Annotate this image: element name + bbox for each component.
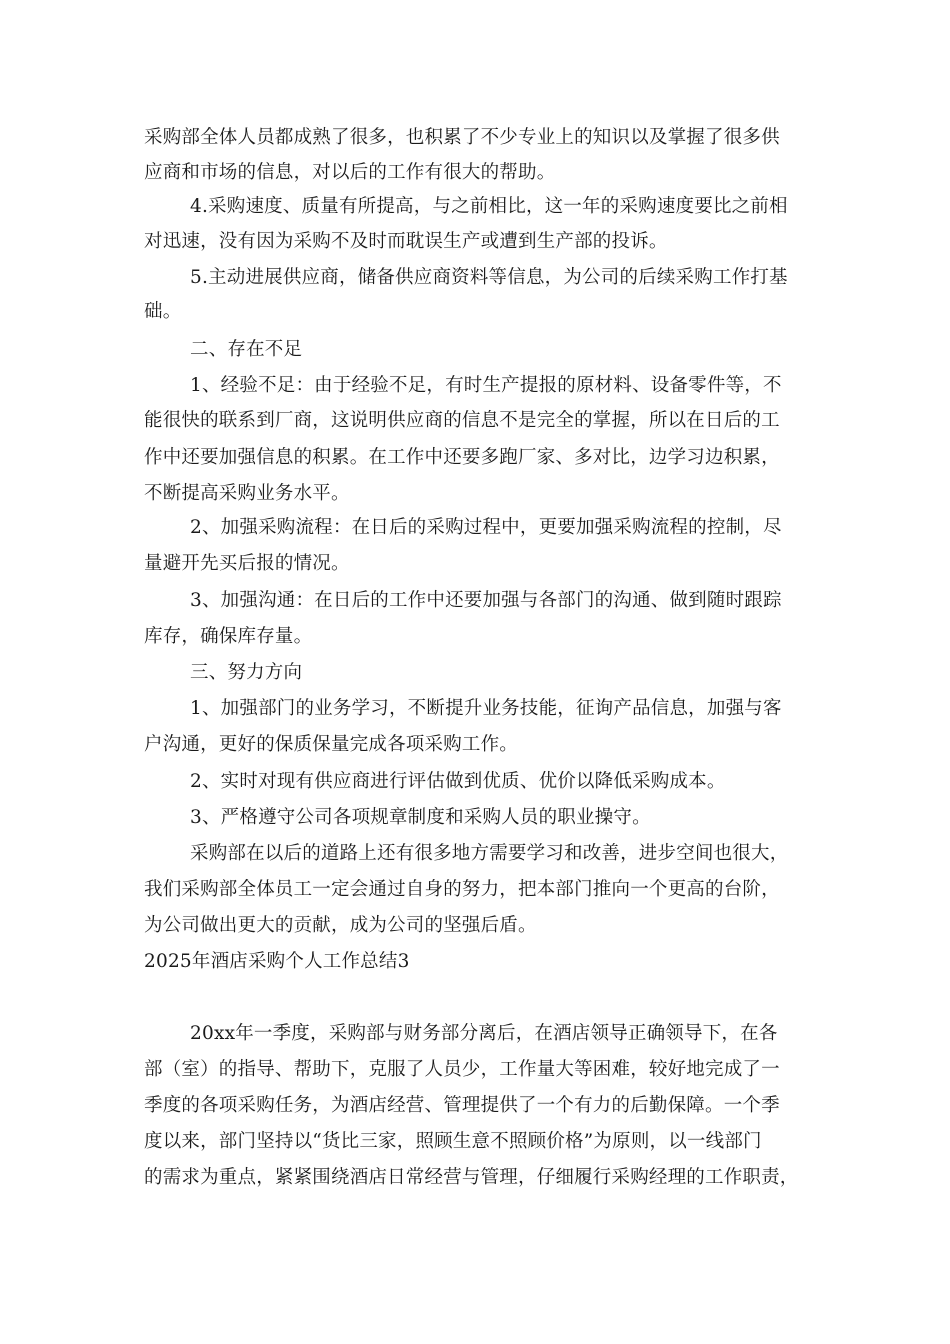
paragraph-line: 库存，确保库存量。 <box>144 626 313 647</box>
paragraph-line: 部（室）的指导、帮助下，克服了人员少，工作量大等困难，较好地完成了一 <box>144 1059 780 1080</box>
paragraph-line: 采购部全体人员都成熟了很多，也积累了不少专业上的知识以及掌握了很多供 <box>144 127 780 148</box>
paragraph-line: 采购部在以后的道路上还有很多地方需要学习和改善，进步空间也很大， <box>190 843 789 864</box>
list-item-line: 3、加强沟通：在日后的工作中还要加强与各部门的沟通、做到随时跟踪 <box>190 590 782 611</box>
paragraph-line: 季度的各项采购任务，为酒店经营、管理提供了一个有力的后勤保障。一个季 <box>144 1095 780 1116</box>
paragraph-line: 为公司做出更大的贡献，成为公司的坚强后盾。 <box>144 915 537 936</box>
list-item-line: 1、加强部门的业务学习，不断提升业务技能，征询产品信息，加强与客 <box>190 698 782 719</box>
paragraph-line: 作中还要加强信息的积累。在工作中还要多跑厂家、多对比，边学习边积累， <box>144 447 780 468</box>
paragraph-line: 对迅速，没有因为采购不及时而耽误生产或遭到生产部的投诉。 <box>144 231 668 252</box>
section-heading: 二、存在不足 <box>190 339 303 360</box>
paragraph-line: 度以来，部门坚持以“货比三家，照顾生意不照顾价格”为原则，以一线部门 <box>144 1131 762 1152</box>
paragraph-line: 户沟通，更好的保质保量完成各项采购工作。 <box>144 734 519 755</box>
paragraph-line: 应商和市场的信息，对以后的工作有很大的帮助。 <box>144 162 556 183</box>
document-title: 2025年酒店采购个人工作总结3 <box>144 951 410 972</box>
list-item-line: 2、实时对现有供应商进行评估做到优质、优价以降低采购成本。 <box>190 771 726 792</box>
paragraph-line: 能很快的联系到厂商，这说明供应商的信息不是完全的掌握，所以在日后的工 <box>144 410 780 431</box>
paragraph-line: 不断提高采购业务水平。 <box>144 483 350 504</box>
paragraph-line: 我们采购部全体员工一定会通过自身的努力，把本部门推向一个更高的台阶， <box>144 879 780 900</box>
list-item-line: 3、严格遵守公司各项规章制度和采购人员的职业操守。 <box>190 807 651 828</box>
list-item-line: 5.主动进展供应商，储备供应商资料等信息，为公司的后续采购工作打基 <box>190 267 788 288</box>
list-item-line: 4.采购速度、质量有所提高，与之前相比，这一年的采购速度要比之前相 <box>190 196 788 217</box>
section-heading: 三、努力方向 <box>190 662 303 683</box>
list-item-line: 1、经验不足：由于经验不足，有时生产提报的原材料、设备零件等，不 <box>190 375 782 396</box>
paragraph-line: 的需求为重点，紧紧围绕酒店日常经营与管理，仔细履行采购经理的工作职责， <box>144 1167 799 1188</box>
paragraph-line: 20xx年一季度，采购部与财务部分离后，在酒店领导正确领导下，在各 <box>190 1023 778 1044</box>
paragraph-line: 础。 <box>144 301 182 322</box>
list-item-line: 2、加强采购流程：在日后的采购过程中，更要加强采购流程的控制，尽 <box>190 517 782 538</box>
paragraph-line: 量避开先买后报的情况。 <box>144 553 350 574</box>
